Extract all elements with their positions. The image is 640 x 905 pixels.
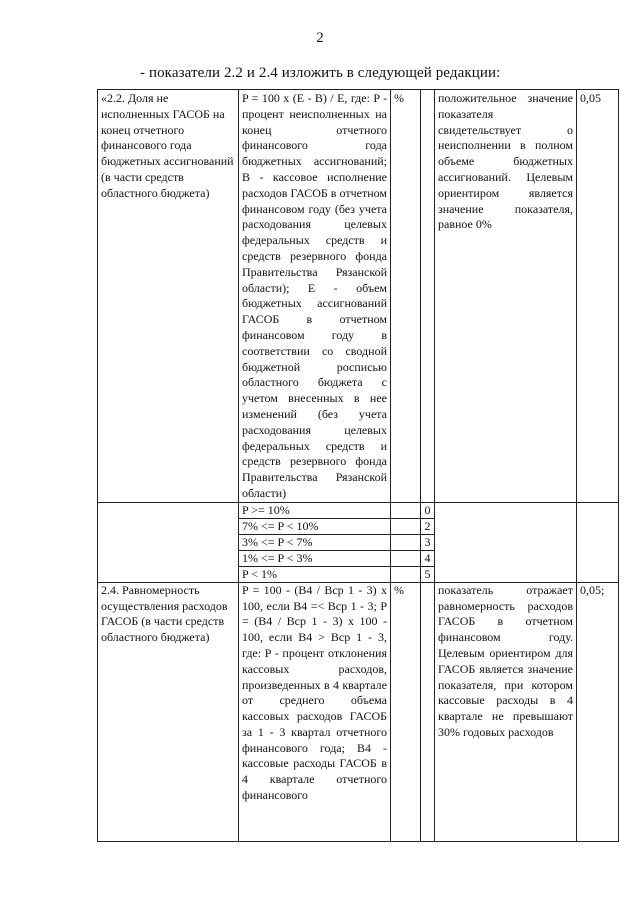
indicator-weight: 0,05: [577, 90, 619, 503]
scale-condition: P >= 10%: [239, 502, 391, 518]
scale-score: 3: [421, 534, 435, 550]
table-row: [98, 518, 619, 534]
indicator-unit: %: [391, 90, 421, 503]
table-row: [98, 90, 619, 503]
indicator-formula: P = 100 x (E - B) / E, где: P - процент неисполненных на конец отчетного финансового года бюджетных ассигнований; B - кассовое исполнение расходов ГАСОБ в отчетном финансовом году (без учета расходования целевых федеральных средств и средств резервного фонда Правительства Рязанской области); E - объем бюджетных ассигнований ГАСОБ в отчетном финансовом году в соответствии со сводной бюджетной росписью областного бюджета с учетом внесенных в нее изменений (без учета расходования целевых федеральных средств и средств резервного фонда Правительства Рязанской области): [239, 90, 391, 503]
indicator-description: положительное значение показателя свидетельствует о неисполнении в полном объеме бюджетных ассигнований. Целевым ориентиром является значение показателя, равное 0%: [435, 90, 577, 503]
indicator-formula: P = 100 - (B4 / Bср 1 - 3) x 100, если B4 =< Bср 1 - 3; P = (B4 / Bср 1 - 3) x 100 - 100, если B4 > Bср 1 - 3, где: P - процент отклонения кассовых расходов, произведенных в 4 квартале от среднего объема кассовых расходов ГАСОБ за 1 - 3 квартал отчетного финансового года; B4 - кассовые расходы ГАСОБ в 4 квартале отчетного финансового: [239, 582, 391, 841]
table-row: [98, 534, 619, 550]
table-row: [98, 550, 619, 566]
scale-condition: P < 1%: [239, 566, 391, 582]
indicator-unit: %: [391, 582, 421, 841]
indicators-table: [97, 89, 619, 842]
page-number: 2: [316, 30, 324, 46]
scale-score: 2: [421, 518, 435, 534]
indicator-description: показатель отражает равномерность расходов ГАСОБ в отчетном финансовом году. Целевым ориентиром для ГАСОБ является значение показателя, при котором кассовые расходы в 4 квартале не превышают 30% годовых расходов: [435, 582, 577, 841]
scale-condition: 3% <= P < 7%: [239, 534, 391, 550]
indicator-name: «2.2. Доля не исполненных ГАСОБ на конец отчетного финансового года бюджетных ассигнований (в части средств областного бюджета): [98, 90, 239, 503]
intro-text: - показатели 2.2 и 2.4 изложить в следующей редакции:: [140, 65, 501, 81]
indicator-weight: 0,05;: [577, 582, 619, 841]
scale-condition: 7% <= P < 10%: [239, 518, 391, 534]
table-row: [98, 502, 619, 518]
table-row: [98, 582, 619, 841]
scale-score: 5: [421, 566, 435, 582]
scale-score: 0: [421, 502, 435, 518]
score-column-empty: [421, 582, 435, 841]
table-row: [98, 566, 619, 582]
scale-score: 4: [421, 550, 435, 566]
score-column-empty: [421, 90, 435, 503]
indicator-name: 2.4. Равномерность осуществления расходов ГАСОБ (в части средств областного бюджета): [98, 582, 239, 841]
scale-condition: 1% <= P < 3%: [239, 550, 391, 566]
